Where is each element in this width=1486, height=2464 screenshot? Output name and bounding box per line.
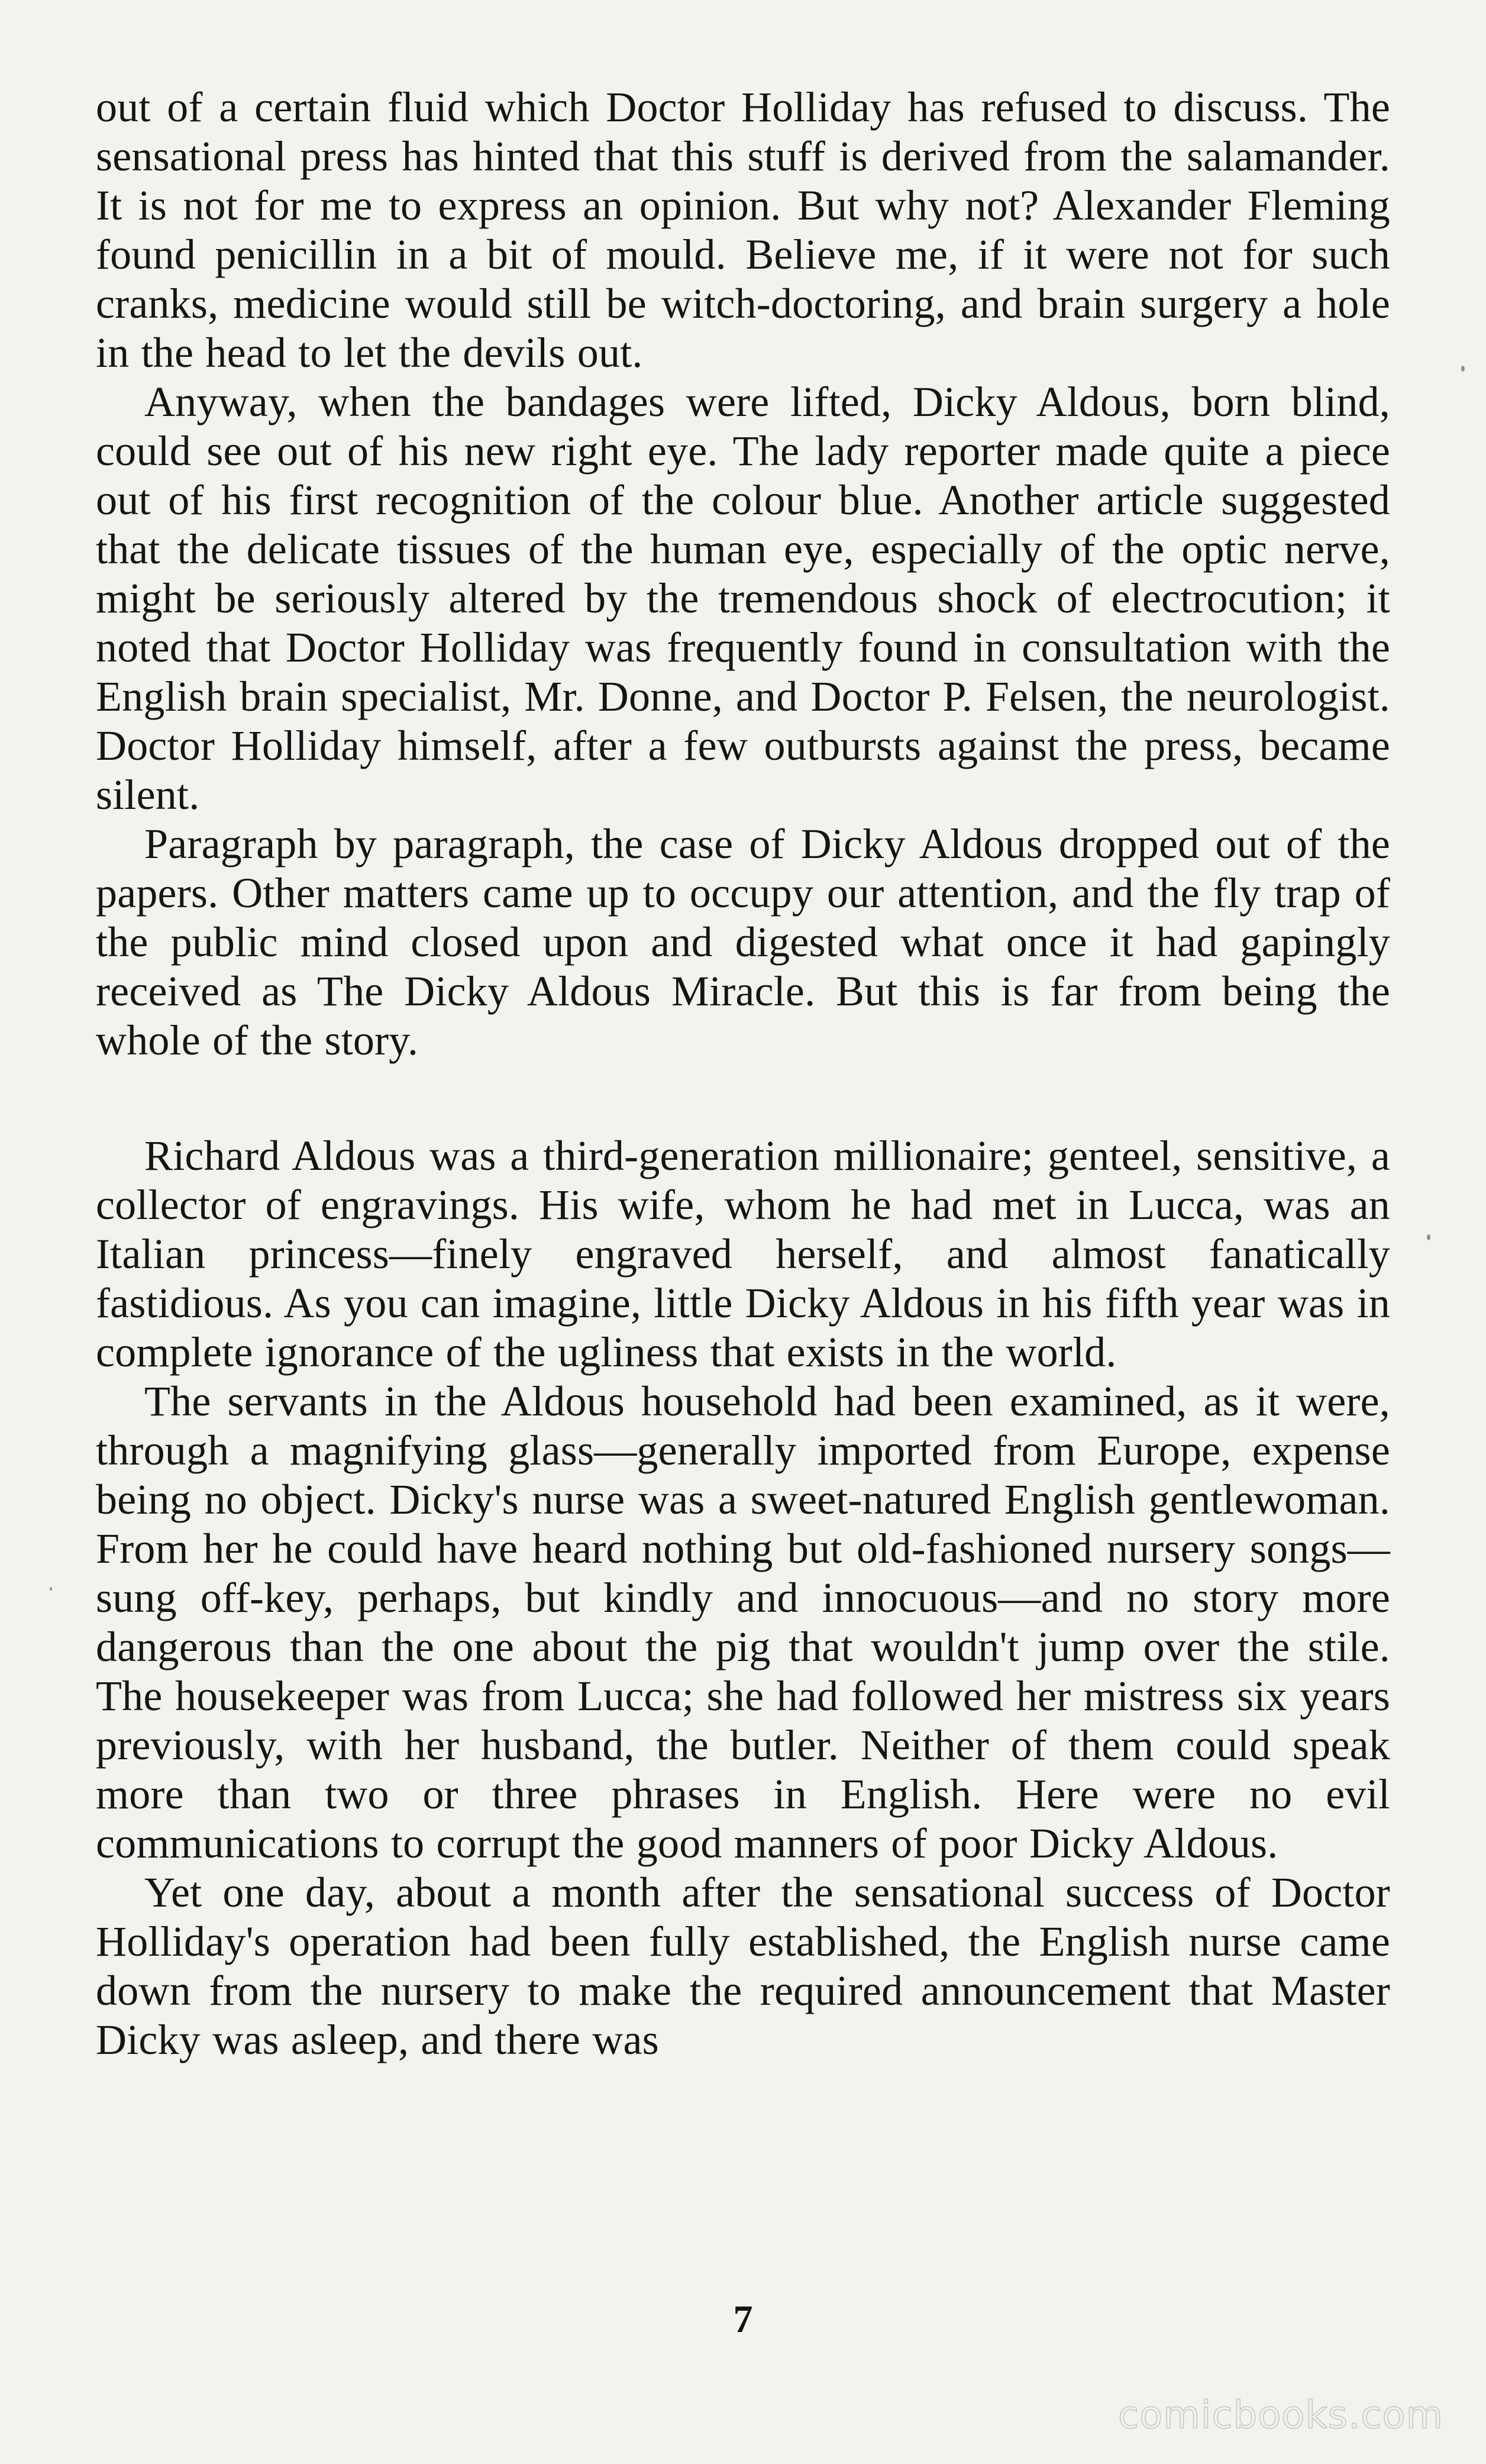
page-number: 7 (733, 2298, 753, 2341)
watermark-logo: comicbooks.com (1117, 2394, 1443, 2437)
paragraph-richard-aldous: Richard Aldous was a third-generation millionaire; genteel, sensitive, a collector of engravings. His wife, whom he had met in Lucca, was an Italian princess—finely engraved herself, and almost fanatically fastidious. As you can imagine, little Dicky Aldous in his fifth year was in complete ignorance of the ugliness that exists in the world. (96, 1132, 1390, 1376)
paper-speck (50, 1587, 52, 1591)
paragraph-papers: Paragraph by paragraph, the case of Dicky Aldous dropped out of the papers. Other matters came up to occupy our attention, and the fly trap of the public mind closed upon and digested what once it had gapingly received as The Dicky Aldous Miracle. But this is far from being the whole of the story. (96, 820, 1390, 1064)
paragraph-continuation: out of a certain fluid which Doctor Holliday has refused to discuss. The sensational press has hinted that this stuff is derived from the salamander. It is not for me to express an opinion. But why not? Alexander Fleming found penicillin in a bit of mould. Believe me, if it were not for such cranks, medicine would still be witch-doctoring, and brain surgery a hole in the head to let the devils out. (96, 83, 1390, 376)
paper-speck (1461, 366, 1465, 372)
paragraph-servants: The servants in the Aldous household had been examined, as it were, through a magnifying glass—generally imported from Europe, expense being no object. Dicky's nurse was a sweet-natured English gentlewoman. From her he could have heard nothing but old-fashioned nursery songs—sung off-key, perhaps, but kindly and innocuous—and no story more dangerous than the one about the pig that wouldn't jump over the stile. The housekeeper was from Lucca; she had followed her mistress six years previously, with her husband, the butler. Neither of them could speak more than two or three phrases in English. Here were no evil communications to corrupt the good manners of poor Dicky Aldous. (96, 1378, 1390, 1867)
body-text (96, 83, 1390, 2065)
section-break (96, 1065, 1390, 1131)
paragraph-nurse: Yet one day, about a month after the sensational success of Doctor Holliday's operation had been fully established, the English nurse came down from the nursery to make the required announcement that Master Dicky was asleep, and there was (96, 1869, 1390, 2063)
paper-speck (1427, 1234, 1430, 1240)
paragraph-bandages: Anyway, when the bandages were lifted, Dicky Aldous, born blind, could see out of his new right eye. The lady reporter made quite a piece out of his first recognition of the colour blue. Another article suggested that the delicate tissues of the human eye, especially of the optic nerve, might be seriously altered by the tremendous shock of electrocution; it noted that Doctor Holliday was frequently found in consultation with the English brain specialist, Mr. Donne, and Doctor P. Felsen, the neurologist. Doctor Holliday himself, after a few outbursts against the press, became silent. (96, 378, 1390, 818)
